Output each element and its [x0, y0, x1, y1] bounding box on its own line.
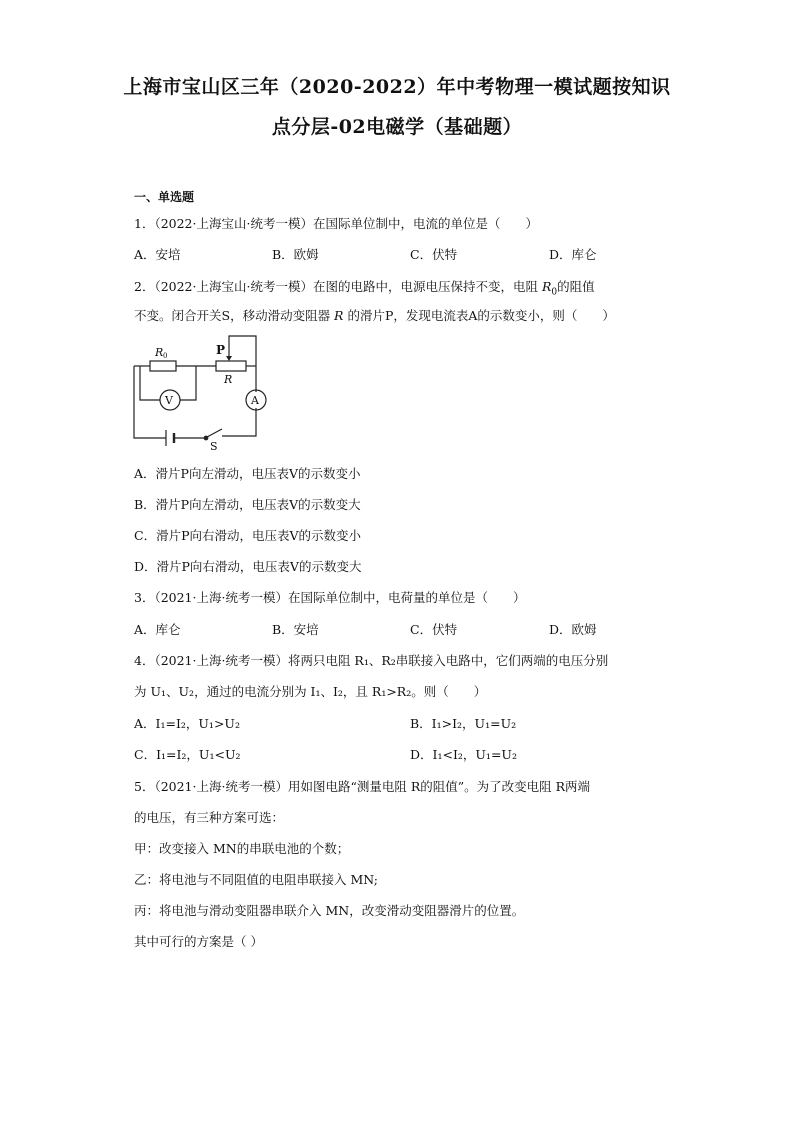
q5-stem-line2: 的电压，有三种方案可选：: [134, 810, 285, 825]
q2-fig-r-label: R: [224, 373, 233, 386]
q1-option-c: C．伏特: [410, 247, 458, 262]
q3-stem: 3．（2021·上海·统考一模）在国际单位制中，电荷量的单位是（ ）: [134, 590, 526, 605]
q5-plan-bing: 丙：将电池与滑动变阻器串联介入 MN，改变滑动变阻器滑片的位置。: [134, 903, 525, 918]
q2-r0-subscript: 0: [551, 287, 558, 298]
q1-option-b: B．欧姆: [272, 247, 319, 262]
q2-fig-v-label: V: [165, 394, 173, 407]
q4-option-b: B．I₁>I₂，U₁=U₂: [410, 716, 517, 731]
q2-fig-a-label: A: [251, 394, 259, 407]
q5-plan-jia: 甲：改变接入 MN的串联电池的个数；: [134, 841, 350, 856]
q2-stem-text-a: 2．（2022·上海宝山·统考一模）在图的电路中，电源电压保持不变，电阻: [134, 279, 542, 294]
q2-fig-r0-sub: 0: [163, 352, 168, 360]
q4-stem-line2: 为 U₁、U₂，通过的电流分别为 I₁、I₂，且 R₁>R₂。则（ ）: [134, 684, 487, 699]
q2-stem-line2: [134, 306, 615, 324]
q1-option-d: D．库仑: [549, 247, 597, 262]
section-heading: 一、单选题: [134, 190, 195, 204]
doc-title-line2: 点分层-02电磁学（基础题）: [271, 116, 523, 138]
q3-option-b: B．安培: [272, 622, 319, 637]
q2-stem-line1: [134, 277, 595, 298]
q4-option-d: D．I₁<I₂，U₁=U₂: [410, 747, 517, 762]
q2-option-b: B．滑片P向左滑动，电压表V的示数变大: [134, 497, 361, 512]
q5-stem-line1: 5．（2021·上海·统考一模）用如图电路“测量电阻 R的阻值”。为了改变电阻 R两端: [134, 779, 591, 794]
q2-r-symbol: R: [334, 308, 344, 323]
q1-stem: 1．（2022·上海宝山·统考一模）在国际单位制中，电流的单位是（ ）: [134, 216, 538, 231]
q3-option-c: C．伏特: [410, 622, 458, 637]
q4-option-a: A．I₁=I₂，U₁>U₂: [134, 716, 240, 731]
q2-fig-s-label: S: [210, 440, 218, 450]
q2-fig-r0-label: R: [155, 346, 164, 359]
doc-title-line1: 上海市宝山区三年（2020-2022）年中考物理一模试题按知识: [123, 76, 671, 98]
q3-option-d: D．欧姆: [549, 622, 597, 637]
q2-r0-symbol: R: [541, 279, 552, 294]
q2-stem-text-c: 不变。闭合开关S，移动滑动变阻器: [134, 308, 335, 323]
q4-stem-line1: 4．（2021·上海·统考一模）将两只电阻 R₁、R₂串联接入电路中，它们两端的电压分别: [134, 653, 609, 668]
q2-option-d: D．滑片P向右滑动，电压表V的示数变大: [134, 559, 362, 574]
q4-option-c: C．I₁=I₂，U₁<U₂: [134, 747, 241, 762]
q5-question: 其中可行的方案是（ ）: [134, 934, 263, 949]
q2-circuit-diagram: [128, 332, 268, 450]
q2-option-c: C．滑片P向右滑动，电压表V的示数变小: [134, 528, 362, 543]
q2-stem-text-d: 的滑片P，发现电流表A的示数变小，则（ ）: [343, 308, 615, 323]
q3-option-a: A．库仑: [134, 622, 181, 637]
q2-fig-p-label: P: [216, 343, 226, 357]
q2-stem-text-b: 的阻值: [557, 279, 595, 294]
q2-option-a: A．滑片P向左滑动，电压表V的示数变小: [134, 466, 361, 481]
q5-plan-yi: 乙：将电池与不同阻值的电阻串联接入 MN;: [134, 872, 378, 887]
q1-option-a: A．安培: [134, 247, 181, 262]
